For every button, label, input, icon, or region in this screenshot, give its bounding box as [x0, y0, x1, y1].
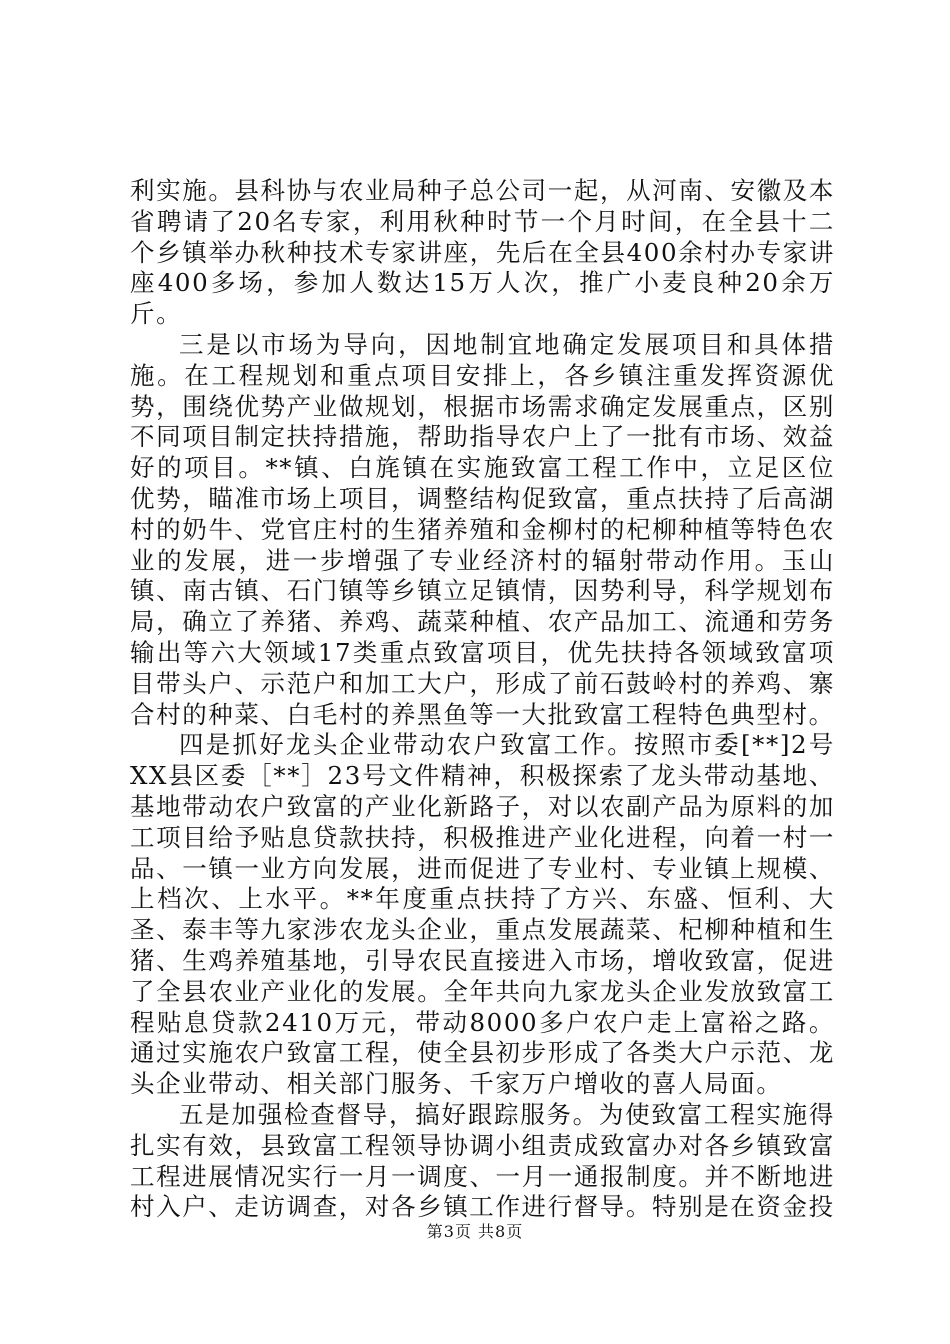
paragraph-4: 五是加强检查督导，搞好跟踪服务。为使致富工程实施得扎实有效，县致富工程领导协调小组责成致富办对各乡镇致富工程进展情况实行一月一调度、一月一通报制度。并不断地进村入户、走访调查，对各乡镇工作进行督导。特别是在资金投: [130, 1099, 835, 1222]
body-text: [130, 176, 835, 1223]
paragraph-1: 利实施。县科协与农业局种子总公司一起，从河南、安徽及本省聘请了20名专家，利用秋种时节一个月时间，在全县十二个乡镇举办秋种技术专家讲座，先后在全县400余村办专家讲座400多场，参加人数达15万人次，推广小麦良种20余万斤。: [130, 176, 835, 329]
page-number-footer: 第3页 共8页: [426, 1222, 524, 1241]
paragraph-3: 四是抓好龙头企业带动农户致富工作。按照市委[**]2号XX县区委［**］23号文件精神，积极探索了龙头带动基地、基地带动农户致富的产业化新路子，对以农副产品为原料的加工项目给予贴息贷款扶持，积极推进产业化进程，向着一村一品、一镇一业方向发展，进而促进了专业村、专业镇上规模、上档次、上水平。**年度重点扶持了方兴、东盛、恒利、大圣、泰丰等九家涉农龙头企业，重点发展蔬菜、杞柳种植和生猪、生鸡养殖基地，引导农民直接进入市场，增收致富，促进了全县农业产业化的发展。全年共向九家龙头企业发放致富工程贴息贷款2410万元，带动8000多户农户走上富裕之路。通过实施农户致富工程，使全县初步形成了各类大户示范、龙头企业带动、相关部门服务、千家万户增收的喜人局面。: [130, 730, 835, 1099]
paragraph-2: 三是以市场为导向，因地制宜地确定发展项目和具体措施。在工程规划和重点项目安排上，各乡镇注重发挥资源优势，围绕优势产业做规划，根据市场需求确定发展重点，区别不同项目制定扶持措施，帮助指导农户上了一批有市场、效益好的项目。**镇、白旄镇在实施致富工程工作中，立足区位优势，瞄准市场上项目，调整结构促致富，重点扶持了后高湖村的奶牛、党官庄村的生猪养殖和金柳村的杞柳种植等特色农业的发展，进一步增强了专业经济村的辐射带动作用。玉山镇、南古镇、石门镇等乡镇立足镇情，因势利导，科学规划布局，确立了养猪、养鸡、蔬菜种植、农产品加工、流通和劳务输出等六大领域17类重点致富项目，优先扶持各领域致富项目带头户、示范户和加工大户，形成了前石鼓岭村的养鸡、寨合村的种菜、白毛村的养黑鱼等一大批致富工程特色典型村。: [130, 329, 835, 729]
